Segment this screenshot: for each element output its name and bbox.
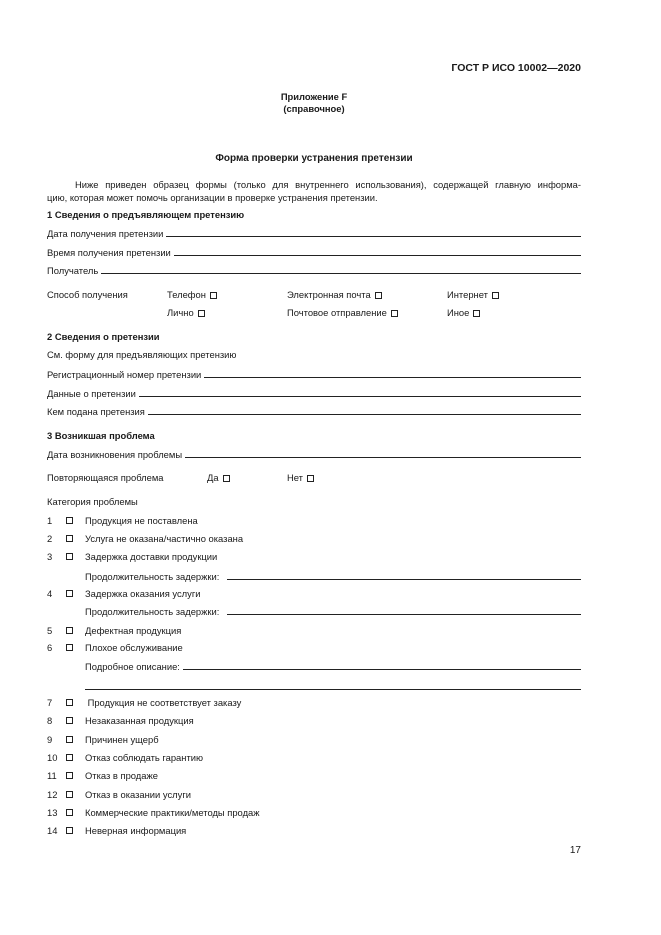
category-text: Незаказанная продукция [85,715,194,726]
repeat-yes-label: Да [207,472,219,483]
category-num: 6 [47,642,53,653]
checkbox-icon[interactable] [66,736,73,743]
reg-number-field[interactable] [47,369,581,380]
method-other-label: Иное [447,307,470,318]
checkbox-icon[interactable] [66,791,73,798]
checkbox-icon[interactable] [307,475,314,482]
problem-date-field[interactable] [47,449,581,460]
category-item-1[interactable] [47,515,198,527]
received-date-field[interactable] [47,228,581,239]
category-num: 9 [47,734,53,745]
method-label: Способ получения [47,289,128,300]
category-text: Плохое обслуживание [85,642,183,653]
reg-number-label: Регистрационный номер претензии [47,369,202,380]
method-personal-label: Лично [167,307,194,318]
category-item-7[interactable] [47,697,242,709]
method-internet-label: Интернет [447,289,488,300]
category-item-4[interactable] [47,588,201,600]
duration-label: Продолжительность задержки: [85,606,220,617]
checkbox-icon[interactable] [66,535,73,542]
category-num: 1 [47,515,53,526]
checkbox-icon[interactable] [198,310,205,317]
category-text: Неверная информация [85,825,187,836]
repeat-problem-label: Повторяющаяся проблема [47,472,164,483]
category-item-10[interactable] [47,752,204,764]
category-text: Коммерческие практики/методы продаж [85,807,260,818]
method-phone[interactable] [167,290,217,301]
method-email[interactable] [287,290,382,301]
duration-label: Продолжительность задержки: [85,571,220,582]
category-num: 8 [47,715,53,726]
intro-line-1: Ниже приведен образец формы (только для внутреннего использования), содержащей главную информа- [75,179,581,190]
received-date-label: Дата получения претензии [47,228,164,239]
checkbox-icon[interactable] [66,772,73,779]
repeat-no[interactable] [287,473,314,484]
checkbox-icon[interactable] [66,717,73,724]
checkbox-icon[interactable] [473,310,480,317]
category-text: Отказ в продаже [85,770,158,781]
category-item-8[interactable] [47,715,194,727]
problem-date-label: Дата возникновения проблемы [47,449,183,460]
page-number: 17 [569,845,581,856]
category-item-6[interactable] [47,642,183,654]
category-num: 5 [47,625,53,636]
category-label: Категория проблемы [47,496,138,507]
section-2-heading: 2 Сведения о претензии [47,331,160,342]
method-phone-label: Телефон [167,289,206,300]
annex-title: Приложение F [280,91,348,102]
category-text: Услуга не оказана/частично оказана [85,533,244,544]
category-item-2[interactable] [47,533,244,545]
category-num: 2 [47,533,53,544]
claim-details-field[interactable] [47,388,581,399]
category-item-3[interactable] [47,551,218,563]
checkbox-icon[interactable] [66,827,73,834]
category-item-5[interactable] [47,625,182,637]
detail-description-line[interactable] [85,689,581,690]
category-num: 3 [47,551,53,562]
received-time-label: Время получения претензии [47,247,171,258]
checkbox-icon[interactable] [66,754,73,761]
checkbox-icon[interactable] [66,644,73,651]
method-mail-label: Почтовое отправление [287,307,387,318]
recipient-label: Получатель [47,265,99,276]
category-num: 11 [47,770,57,781]
checkbox-icon[interactable] [66,590,73,597]
checkbox-icon[interactable] [391,310,398,317]
category-num: 7 [47,697,53,708]
annex-note: (справочное) [283,103,345,114]
checkbox-icon[interactable] [66,809,73,816]
category-num: 10 [47,752,58,763]
delivery-delay-duration-field[interactable] [85,571,581,582]
method-other[interactable] [447,308,480,319]
category-text: Отказ соблюдать гарантию [85,752,204,763]
method-personal[interactable] [167,308,205,319]
category-num: 4 [47,588,53,599]
intro-paragraph [47,179,581,204]
checkbox-icon[interactable] [66,553,73,560]
checkbox-icon[interactable] [66,627,73,634]
category-text: Задержка оказания услуги [85,588,201,599]
repeat-no-label: Нет [287,472,303,483]
category-item-12[interactable] [47,789,191,801]
checkbox-icon[interactable] [223,475,230,482]
see-form-note: См. форму для предъявляющих претензию [47,349,237,360]
category-num: 14 [47,825,58,836]
detail-label: Подробное описание: [85,661,180,672]
category-item-11[interactable] [47,770,158,782]
method-mail[interactable] [287,308,398,319]
method-email-label: Электронная почта [287,289,371,300]
category-item-13[interactable] [47,807,260,819]
submitted-by-label: Кем подана претензия [47,406,145,417]
repeat-yes[interactable] [207,473,230,484]
form-title: Форма проверки устранения претензии [215,153,413,164]
category-text: Продукция не соответствует заказу [85,697,242,708]
category-text: Отказ в оказании услуги [85,789,191,800]
category-text: Продукция не поставлена [85,515,198,526]
received-time-field[interactable] [47,247,581,258]
detail-description-field[interactable] [85,661,581,672]
section-1-heading: 1 Сведения о предъявляющем претензию [47,209,245,220]
intro-line-2: цию, которая может помочь организации в проверке устранения претензии. [47,191,378,203]
checkbox-icon[interactable] [210,292,217,299]
category-text: Дефектная продукция [85,625,182,636]
checkbox-icon[interactable] [66,699,73,706]
claim-details-label: Данные о претензии [47,388,136,399]
category-item-9[interactable] [47,734,159,746]
category-num: 13 [47,807,58,818]
section-3-heading: 3 Возникшая проблема [47,430,155,441]
checkbox-icon[interactable] [375,292,382,299]
checkbox-icon[interactable] [66,517,73,524]
category-text: Задержка доставки продукции [85,551,218,562]
category-num: 12 [47,789,58,800]
submitted-by-field[interactable] [47,406,581,417]
service-delay-duration-field[interactable] [85,606,581,617]
method-internet[interactable] [447,290,499,301]
category-text: Причинен ущерб [85,734,159,745]
category-item-14[interactable] [47,825,187,837]
checkbox-icon[interactable] [492,292,499,299]
standard-code: ГОСТ Р ИСО 10002—2020 [451,62,581,74]
recipient-field[interactable] [47,265,581,276]
